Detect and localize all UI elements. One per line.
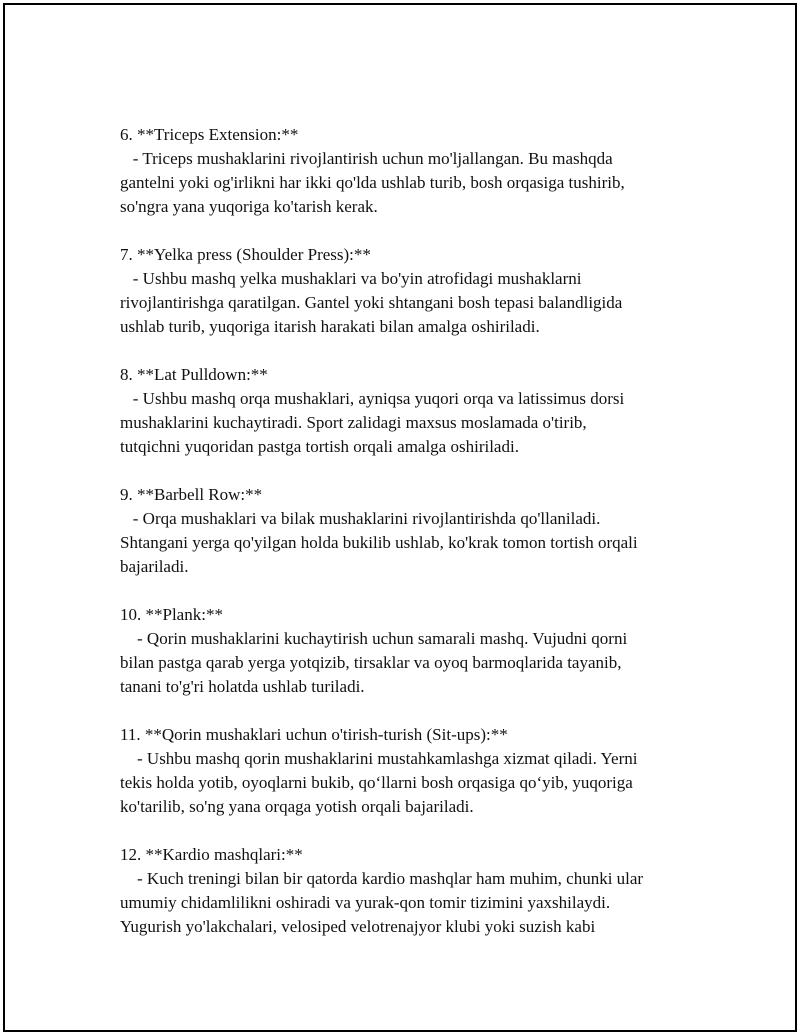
paragraph-gap — [120, 219, 720, 243]
section-heading: 12. **Kardio mashqlari:** — [120, 845, 303, 864]
section-heading: 11. **Qorin mushaklari uchun o'tirish-turish (Sit-ups):** — [120, 725, 508, 744]
paragraph-gap — [120, 459, 720, 483]
section-text-line: - Kuch treningi bilan bir qatorda kardio mashqlar ham muhim, chunki ular — [120, 869, 644, 888]
paragraph-gap — [120, 339, 720, 363]
paragraph-gap — [120, 579, 720, 603]
section-text-line: so'ngra yana yuqoriga ko'tarish kerak. — [120, 197, 378, 216]
section-text-line: Yugurish yo'lakchalari, velosiped velotrenajyor klubi yoki suzish kabi — [120, 917, 596, 936]
document-body — [120, 123, 720, 939]
section-text-line: - Qorin mushaklarini kuchaytirish uchun samarali mashq. Vujudni qorni — [120, 629, 628, 648]
section-kardio — [120, 843, 720, 939]
section-text-line: - Orqa mushaklari va bilak mushaklarini rivojlantirishda qo'llaniladi. — [120, 509, 601, 528]
section-text-line: ko'tarilib, so'ng yana orqaga yotish orqali bajariladi. — [120, 797, 474, 816]
section-text-line: bilan pastga qarab yerga yotqizib, tirsaklar va oyoq barmoqlarida tayanib, — [120, 653, 622, 672]
section-heading: 7. **Yelka press (Shoulder Press):** — [120, 245, 371, 264]
section-text-line: - Ushbu mashq orqa mushaklari, ayniqsa yuqori orqa va latissimus dorsi — [120, 389, 625, 408]
section-text-line: tanani to'g'ri holatda ushlab turiladi. — [120, 677, 365, 696]
section-triceps-extension — [120, 123, 720, 219]
section-heading: 10. **Plank:** — [120, 605, 223, 624]
section-text-line: mushaklarini kuchaytiradi. Sport zalidagi maxsus moslamada o'tirib, — [120, 413, 587, 432]
section-heading: 8. **Lat Pulldown:** — [120, 365, 268, 384]
section-text-line: tutqichni yuqoridan pastga tortish orqali amalga oshiriladi. — [120, 437, 519, 456]
section-plank — [120, 603, 720, 699]
paragraph-gap — [120, 699, 720, 723]
section-text-line: rivojlantirishga qaratilgan. Gantel yoki shtangani bosh tepasi balandligida — [120, 293, 623, 312]
section-text-line: - Ushbu mashq yelka mushaklari va bo'yin atrofidagi mushaklarni — [120, 269, 582, 288]
section-text-line: Shtangani yerga qo'yilgan holda bukilib ushlab, ko'krak tomon tortish orqali — [120, 533, 638, 552]
section-heading: 6. **Triceps Extension:** — [120, 125, 299, 144]
section-heading: 9. **Barbell Row:** — [120, 485, 263, 504]
section-barbell-row — [120, 483, 720, 579]
section-lat-pulldown — [120, 363, 720, 459]
section-text-line: tekis holda yotib, oyoqlarni bukib, qo‘llarni bosh orqasiga qo‘yib, yuqoriga — [120, 773, 633, 792]
paragraph-gap — [120, 819, 720, 843]
section-text-line: - Ushbu mashq qorin mushaklarini mustahkamlashga xizmat qiladi. Yerni — [120, 749, 638, 768]
section-text-line: - Triceps mushaklarini rivojlantirish uchun mo'ljallangan. Bu mashqda — [120, 149, 613, 168]
section-text-line: umumiy chidamlilikni oshiradi va yurak-qon tomir tizimini yaxshilaydi. — [120, 893, 611, 912]
section-text-line: ushlab turib, yuqoriga itarish harakati bilan amalga oshiriladi. — [120, 317, 540, 336]
section-text-line: bajariladi. — [120, 557, 189, 576]
section-sit-ups — [120, 723, 720, 819]
section-text-line: gantelni yoki og'irlikni har ikki qo'lda ushlab turib, bosh orqasiga tushirib, — [120, 173, 625, 192]
page-frame — [3, 3, 797, 1032]
section-shoulder-press — [120, 243, 720, 339]
